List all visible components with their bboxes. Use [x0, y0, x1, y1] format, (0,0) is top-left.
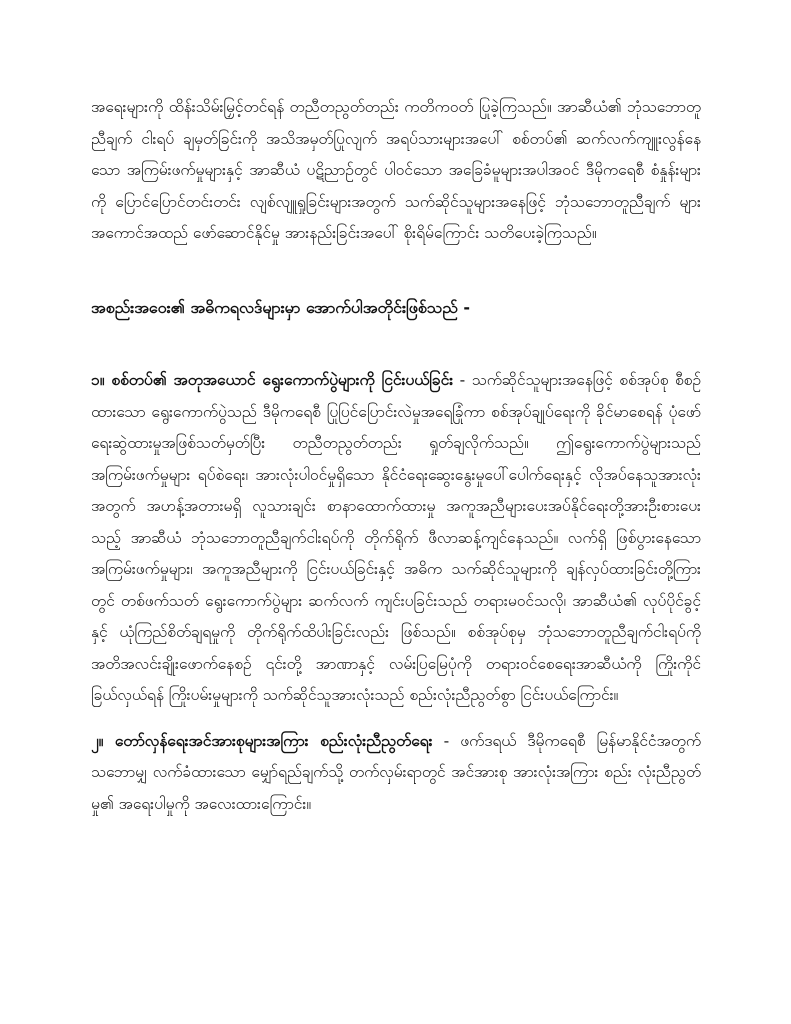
list-item-1 — [91, 365, 701, 712]
item-2-title: ၂။ တော်လှန်ရေးအင်အားစုများအကြား စည်းလုံးညီညွတ်ရေး — [91, 731, 433, 750]
item-1-title: ၁။ စစ်တပ်၏ အတုအယောင် ရွေးကောက်ပွဲများကို ငြင်းပယ်ခြင်း — [91, 371, 454, 389]
page-content — [91, 92, 701, 834]
list-item-2 — [91, 726, 701, 821]
intro-paragraph: အရေးများကို ထိန်းသိမ်းမြှင့်တင်ရန် တညီတညွတ်တည်း ကတိကဝတ် ပြုခဲ့ကြသည်။ အာဆီယံ၏ ဘုံသဘောတူညီချက် ငါးရပ် ချမှတ်ခြင်းကို အသိအမှတ်ပြုလျက် အရပ်သားများအပေါ် စစ်တပ်၏ ဆက်လက်ကျူးလွန်နေသော အကြမ်းဖက်မှုများနှင့် အာဆီယံ ပဋိညာဉ်တွင် ပါဝင်သော အခြေခံမူများအပါအဝင် ဒီမိုကရေစီ စံနှုန်းများကို ပြောင်ပြောင်တင်းတင်း လျစ်လျူရှုခြင်းများအတွက် သက်ဆိုင်သူများအနေဖြင့် ဘုံသဘောတူညီချက် များအကောင်အထည် ဖော်ဆောင်နိုင်မှု အားနည်းခြင်းအပေါ် စိုးရိမ်ကြောင်း သတိပေးခဲ့ကြသည်။ — [91, 98, 701, 242]
item-2-body: - ဖက်ဒရယ် ဒီမိုကရေစီ မြန်မာနိုင်ငံအတွက် သဘောမျှ လက်ခံထားသော မျှော်ရည်ချက်သို့ တက်လှမ်းရာတွင် အင်အားစု အားလုံးအကြား စည်း လုံးညီညွတ်မှု၏ အရေးပါမှုကို အလေးထားကြောင်း။ — [91, 731, 701, 813]
item-1-body: - သက်ဆိုင်သူများအနေဖြင့် စစ်အုပ်စု စီစဉ်ထားသော ရွေးကောက်ပွဲသည် ဒီမိုကရေစီ ပြုပြင်ပြောင်းလဲမှုအရေခြုံကာ စစ်အုပ်ချုပ်ရေးကို ခိုင်မာစေရန် ပုံဖော်ရေးဆွဲထားမှုအဖြစ်သတ်မှတ်ပြီး တညီတညွတ်တည်း ရှုတ်ချလိုက်သည်။ ဤရွေးကောက်ပွဲများသည် အကြမ်းဖက်မှုများ ရပ်စဲရေး၊ အားလုံးပါဝင်မှုရှိသော နိုင်ငံရေးဆွေးနွေးမှုပေါ်ပေါက်ရေးနှင့် လိုအပ်နေသူအားလုံးအတွက် အဟန့်အတားမရှိ လူသားချင်း စာနာထောက်ထားမှု အကူအညီများပေးအပ်နိုင်ရေးတို့အားဦးစားပေးသည့် အာဆီယံ ဘုံသဘောတူညီချက်ငါးရပ်ကို တိုက်ရိုက် ဖီလာဆန့်ကျင်နေသည်။ လက်ရှိ ဖြစ်ပွားနေသော အကြမ်းဖက်မှုများ၊ အကူအညီများကို ငြင်းပယ်ခြင်းနှင့် အဓိက သက်ဆိုင်သူများကို ချန်လှပ်ထားခြင်းတို့ကြားတွင် တစ်ဖက်သတ် ရွေးကောက်ပွဲများ ဆက်လက် ကျင်းပခြင်းသည် တရားမဝင်သလို၊ အာဆီယံ၏ လုပ်ပိုင်ခွင့်နှင့် ယုံကြည်စိတ်ချရမှုကို တိုက်ရိုက်ထိပါးခြင်းလည်း ဖြစ်သည်။ စစ်အုပ်စုမှ ဘုံသဘောတူညီချက်ငါးရပ်ကို အတိအလင်းချိုးဖောက်နေစဉ် ၎င်းတို့ အာဏာနှင့် လမ်းပြမြေပုံကို တရားဝင်စေရေးအာဆီယံကို ကြိုးကိုင်ခြယ်လှယ်ရန် ကြိုးပမ်းမှုများကို သက်ဆိုင်သူအားလုံးသည် စည်းလုံးညီညွတ်စွာ ငြင်းပယ်ကြောင်း။ — [91, 371, 701, 704]
section-heading: အစည်းအဝေး၏ အဓိကရလဒ်များမှာ အောက်ပါအတိုင်းဖြစ်သည် - — [91, 297, 470, 317]
